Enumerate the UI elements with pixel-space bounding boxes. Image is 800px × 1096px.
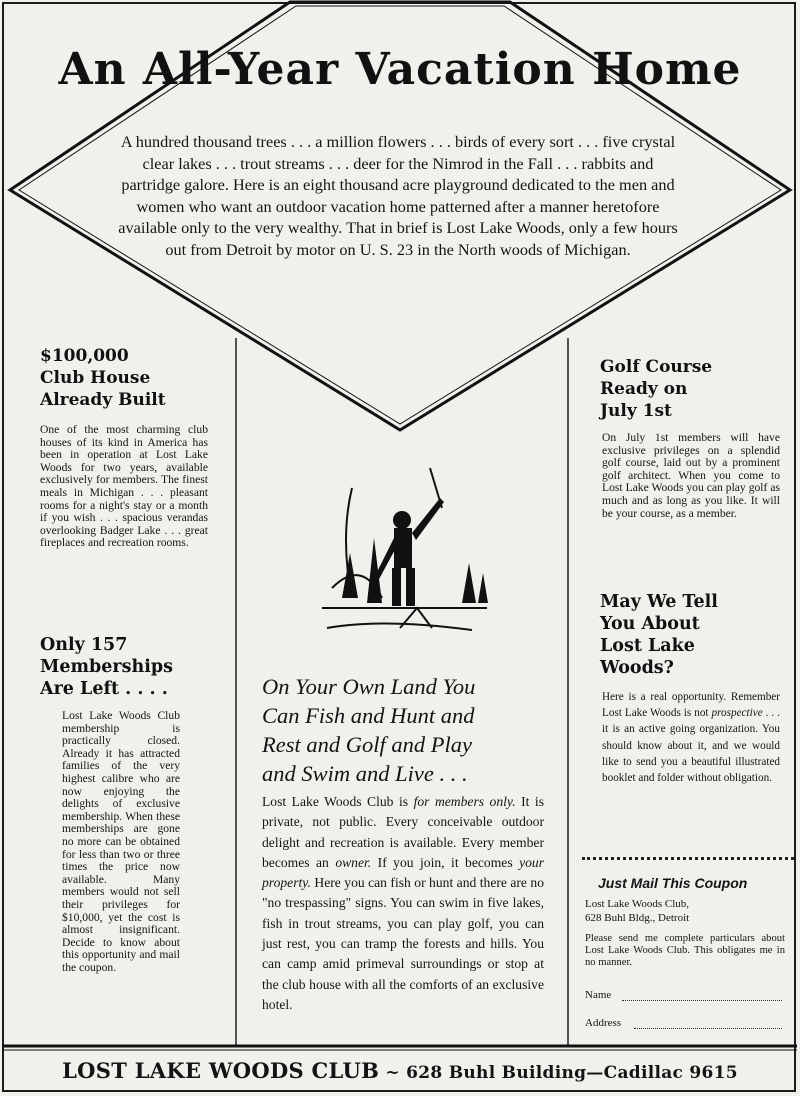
coupon-title: Just Mail This Coupon: [598, 875, 748, 891]
golf-heading: Golf Course Ready on July 1st: [600, 357, 713, 421]
headline: An All-Year Vacation Home: [58, 44, 742, 95]
memberships-body: Lost Lake Woods Club membership is practically closed. Already it has attracted families of the very highest calibre who are now enjoying the delights of exclusive membership. When these memberships are gone no more can be obtained for less than two or three times the price now available. Many members would not sell their privileges for $10,000, yet the cost is almost insignificant. Decide to know about this opportunity and mail the coupon.: [62, 709, 180, 974]
intro-paragraph: A hundred thousand trees . . . a million flowers . . . birds of every sort . . . five crystal clear lakes . . . trout streams . . . deer for the Nimrod in the Fall . . . rabbits and partridge galore. Here is an eight thousand acre playground dedicated to the men and women who want an outdoor vacation home patterned after a manner heretofore available only to the very wealthy. That in brief is Lost Lake Woods, only a few hours out from Detroit by motor on U. S. 23 in the North woods of Michigan.: [118, 132, 678, 259]
center-body: Lost Lake Woods Club is for members only. It is private, not public. Every conceivable outdoor delight and recreation is available. Every member becomes an owner. If you join, it becomes your property. Here you can fish or hunt and there are no "no trespassing" signs. You can swim in five lakes, fish in trout streams, you can play golf, you can just rest, you can tramp the forests and hills. You can camp amid primeval surroundings or stop at the club house with all the comforts of an exclusive hotel.: [262, 794, 545, 1012]
tell-body: Here is a real opportunity. Remember Lost Lake Woods is not prospective . . . it is an active going organization. You should know about it, and we would like to send you a beautiful illustrated booklet and folder without obligation.: [602, 691, 781, 785]
clubhouse-body: One of the most charming club houses of its kind in America has been in operation at Lost Lake Woods for two years, available exclusively for members. The finest meals in Michigan . . . pleasant rooms for a night's stay or a month if you wish . . . spacious verandas overlooking Badger Lake . . . great fireplaces and recreation rooms.: [40, 423, 208, 550]
coupon-address: Lost Lake Woods Club, 628 Buhl Bldg., Detroit: [585, 898, 690, 924]
center-heading: On Your Own Land You Can Fish and Hunt and Rest and Golf and Play and Swim and Live . . .: [262, 674, 476, 786]
coupon-address-field[interactable]: [634, 1018, 782, 1029]
clubhouse-heading: $100,000 Club House Already Built: [40, 346, 166, 410]
coupon-cut-line: [582, 857, 794, 860]
tell-heading: May We Tell You About Lost Lake Woods?: [600, 592, 718, 678]
coupon-name-field[interactable]: [622, 990, 782, 1001]
coupon-name-label: Name: [585, 989, 612, 1001]
golf-body: On July 1st members will have exclusive privileges on a splendid golf course, laid out by a prominent golf architect. When you come to Lost Lake Woods you can play golf as much and as long as you like. It will be your course, as a member.: [602, 431, 780, 520]
memberships-heading: Only 157 Memberships Are Left . . . .: [40, 635, 173, 699]
coupon-request: Please send me complete particulars about Lost Lake Woods Club. This obligates me in no manner.: [585, 933, 785, 969]
footer-banner: LOST LAKE WOODS CLUB ~ 628 Buhl Building—Cadillac 9615: [62, 1058, 738, 1083]
coupon-address-label: Address: [585, 1017, 622, 1029]
hunter-illustration: [322, 458, 492, 638]
